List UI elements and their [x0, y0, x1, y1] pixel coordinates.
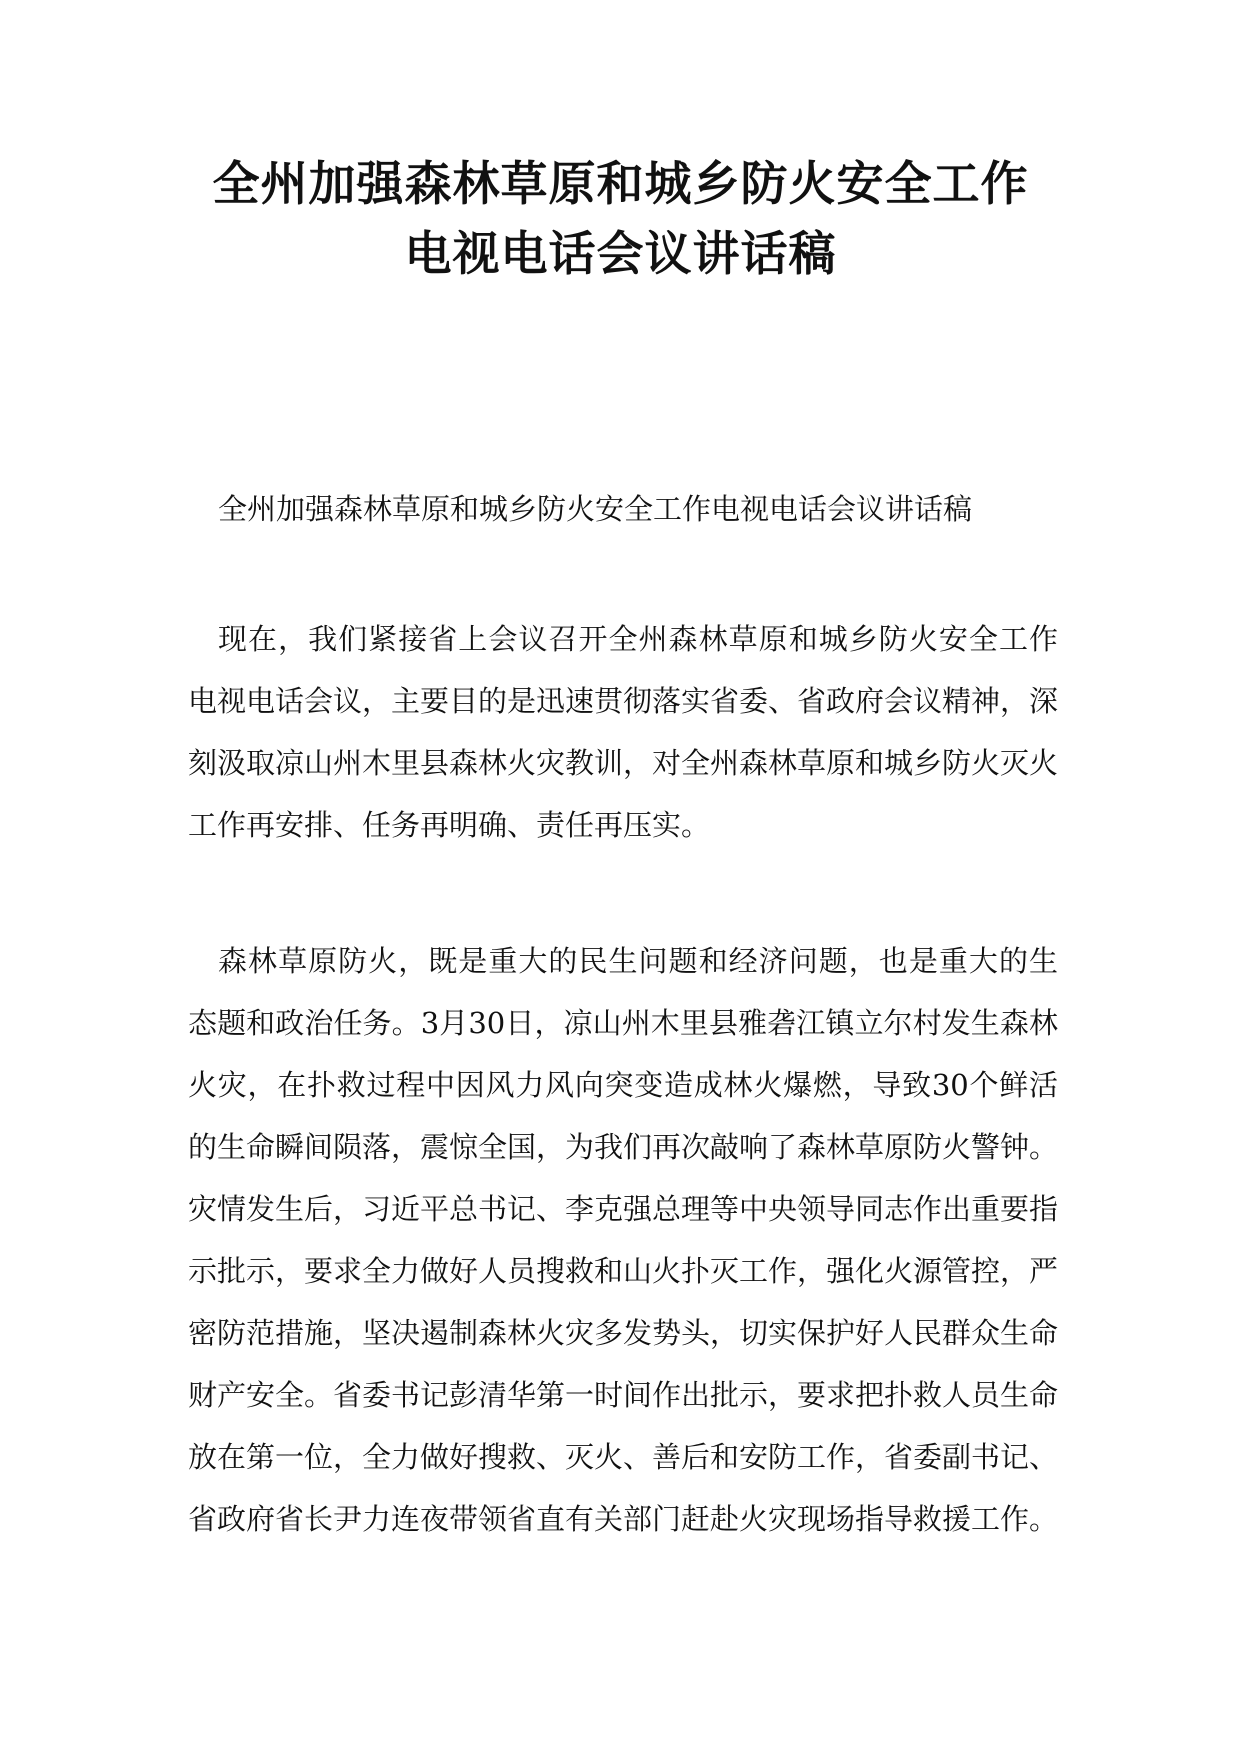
- paragraph-2: 森林草原防火，既是重大的民生问题和经济问题，也是重大的生态题和政治任务。3月30日，凉山州木里县雅砻江镇立尔村发生森林火灾，在扑救过程中因风力风向突变造成林火爆燃，导致30个鲜活的生命瞬间陨落，震惊全国，为我们再次敲响了森林草原防火警钟。灾情发生后，习近平总书记、李克强总理等中央领导同志作出重要指示批示，要求全力做好人员搜救和山火扑灭工作，强化火源管控，严密防范措施，坚决遏制森林火灾多发势头，切实保护好人民群众生命财产安全。省委书记彭清华第一时间作出批示，要求把扑救人员生命放在第一位，全力做好搜救、灭火、善后和安防工作，省委副书记、省政府省长尹力连夜带领省直有关部门赶赴火灾现场指导救援工作。: [188, 944, 1059, 1536]
- document-subtitle: 全州加强森林草原和城乡防火安全工作电视电话会议讲话稿: [218, 492, 973, 526]
- paragraph-1: 现在，我们紧接省上会议召开全州森林草原和城乡防火安全工作电视电话会议，主要目的是迅速贯彻落实省委、省政府会议精神，深刻汲取凉山州木里县森林火灾教训，对全州森林草原和城乡防火灭火工作再安排、任务再明确、责任再压实。: [188, 622, 1059, 842]
- document-title: [160, 150, 1081, 290]
- title-line-1: 全州加强森林草原和城乡防火安全工作: [212, 157, 1029, 212]
- title-line-2: 电视电话会议讲话稿: [404, 227, 837, 282]
